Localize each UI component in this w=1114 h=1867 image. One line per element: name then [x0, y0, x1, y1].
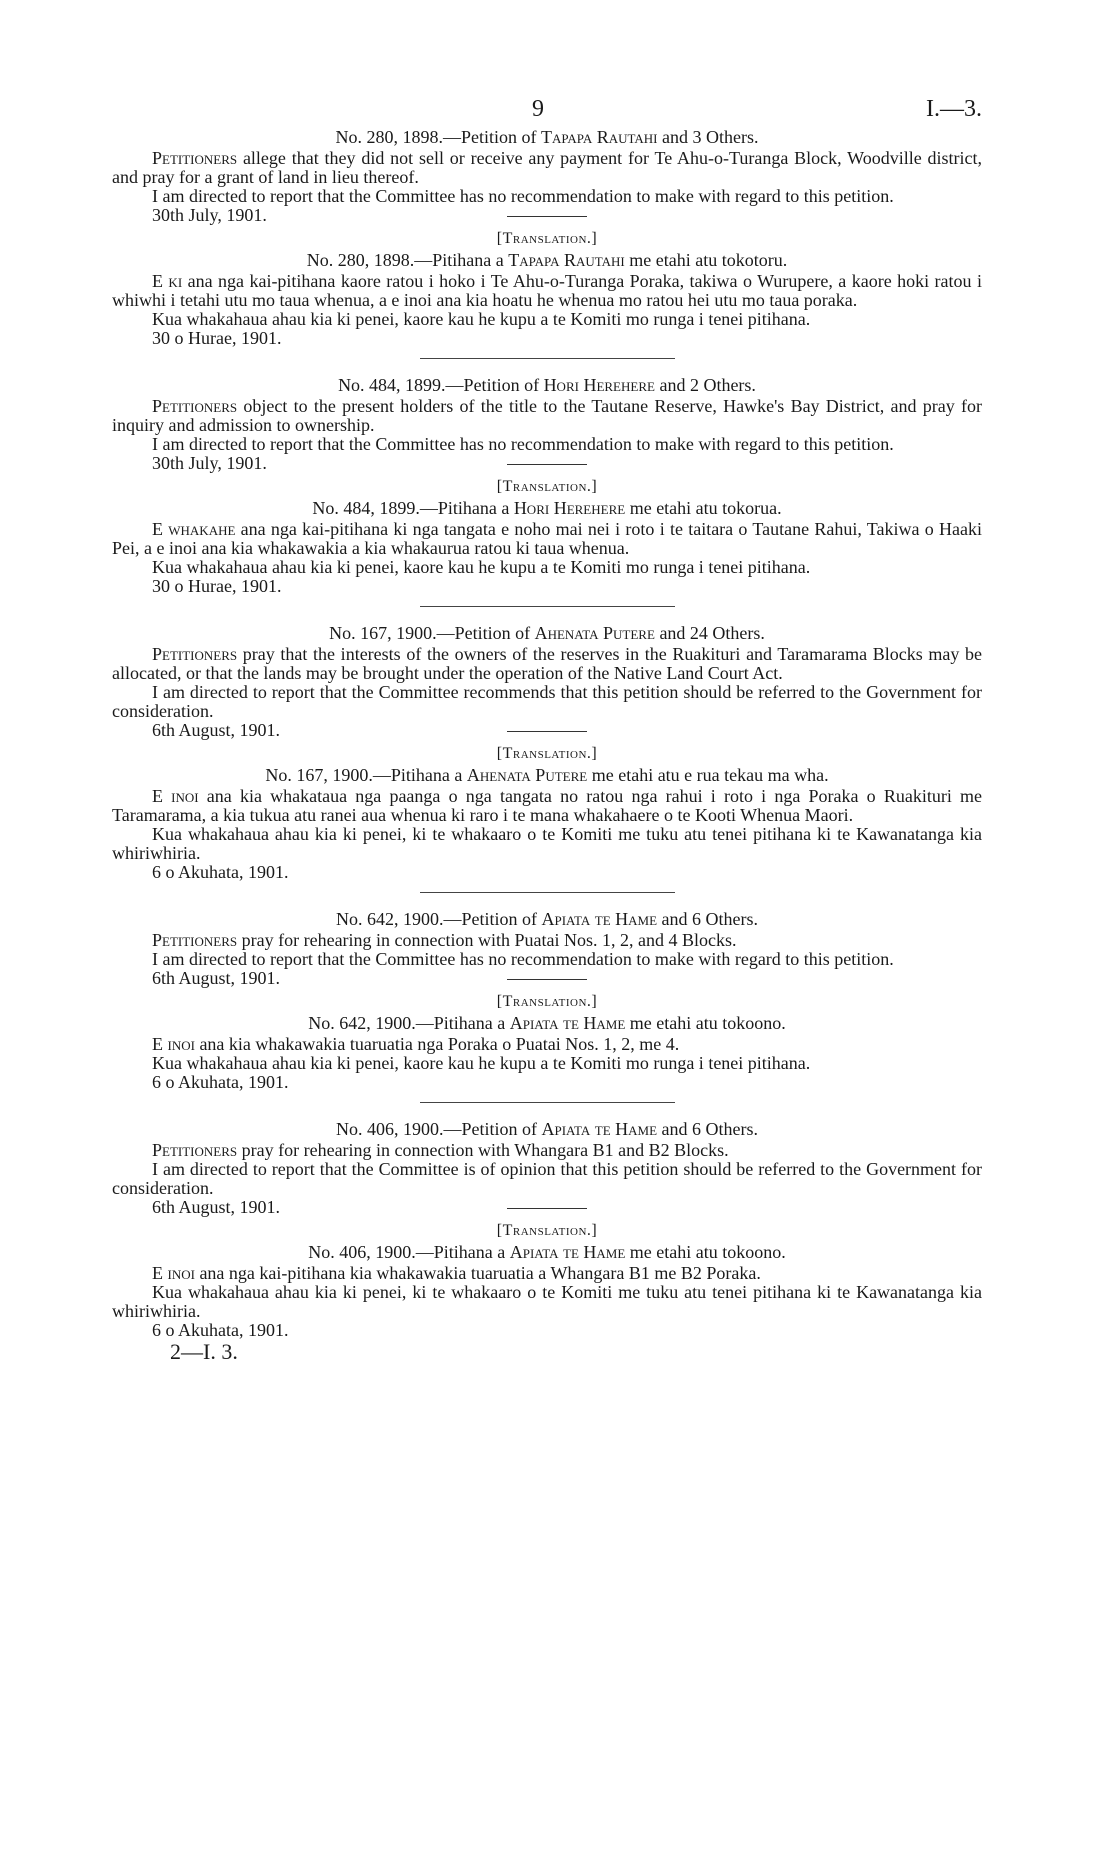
report: I am directed to report that the Committee is of opinion that this petition should be referred to the Government for consideration.: [112, 1159, 982, 1198]
petition-heading: [112, 1120, 982, 1139]
body: pray for rehearing in connection with Whangara B1 and B2 Blocks.: [237, 1140, 729, 1160]
petition-summary: [112, 931, 982, 950]
body: pray that the interests of the owners of the reserves in the Ruakituri and Taramarama Blocks may be allocated, or that the lands may be brought under the operation of the Native Land Court Act.: [112, 644, 982, 683]
t-heading-suffix: me etahi atu tokoono.: [625, 1242, 786, 1262]
translation-label: [112, 477, 982, 496]
t-lead: E inoi: [152, 1034, 195, 1054]
t-heading-prefix: No. 484, 1899.—Pitihana a: [312, 498, 514, 518]
t-heading-suffix: me etahi atu tokoono.: [625, 1013, 786, 1033]
t-heading-name: Apiata te Hame: [509, 1242, 626, 1262]
body: object to the present holders of the title to the Tautane Reserve, Hawke's Bay District, and pray for inquiry and admission to ownership.: [112, 396, 982, 435]
section-divider: [420, 892, 675, 893]
t-heading-name: Apiata te Hame: [509, 1013, 626, 1033]
heading-prefix: No. 406, 1900.—Petition of: [335, 1119, 542, 1139]
document-reference: I.—3.: [926, 96, 982, 122]
lead: Petitioners: [152, 644, 238, 664]
t-report: Kua whakahaua ahau kia ki penei, ki te whakaaro o te Komiti me tuku atu tenei pitihana ki te Kawanatanga kia whiriwhiria.: [112, 1282, 982, 1321]
petitioner-name: Ahenata Putere: [534, 623, 655, 643]
page-number: 9: [532, 96, 544, 122]
t-lead: E inoi: [152, 786, 199, 806]
t-report: Kua whakahaua ahau kia ki penei, kaore kau he kupu a te Komiti mo runga i tenei pitihana.: [152, 1053, 811, 1073]
heading-suffix: and 6 Others.: [657, 1119, 759, 1139]
lead: Petitioners: [152, 1140, 238, 1160]
translation-summary: [112, 1264, 982, 1283]
t-heading-name: Tapapa Rautahi: [508, 250, 625, 270]
t-heading-prefix: No. 642, 1900.—Pitihana a: [308, 1013, 510, 1033]
translation-label: [Translation.]: [496, 993, 598, 1010]
translation-summary: [112, 787, 982, 825]
translation-report: [112, 558, 982, 577]
translation-heading: [112, 1243, 982, 1262]
translation-report: [112, 825, 982, 863]
petition-section: [112, 624, 982, 893]
petition-heading: [112, 376, 982, 395]
t-report: Kua whakahaua ahau kia ki penei, ki te whakaaro o te Komiti me tuku atu tenei pitihana ki te Kawanatanga kia whiriwhiria.: [112, 824, 982, 863]
heading-prefix: No. 280, 1898.—Petition of: [335, 127, 541, 147]
heading-suffix: and 2 Others.: [654, 375, 756, 395]
petition-summary: [112, 645, 982, 683]
t-heading-name: Hori Herehere: [513, 498, 626, 518]
t-date: 30 o Hurae, 1901.: [152, 576, 282, 596]
report-date: [112, 969, 982, 988]
t-heading-prefix: No. 280, 1898.—Pitihana a: [306, 250, 509, 270]
t-body: ana nga kai-pitihana kia whakawakia tuaruatia a Whangara B1 me B2 Poraka.: [194, 1263, 761, 1283]
translation-label: [112, 744, 982, 763]
petition-section: [112, 128, 982, 359]
date: 30th July, 1901.: [152, 453, 267, 473]
petitioner-name: Hori Herehere: [543, 375, 655, 395]
heading-prefix: No. 642, 1900.—Petition of: [335, 909, 542, 929]
translation-heading: [112, 1014, 982, 1033]
committee-report: [112, 683, 982, 721]
page-signature: 2—I. 3.: [170, 1339, 238, 1364]
date: 6th August, 1901.: [152, 1197, 281, 1217]
short-rule: [507, 464, 587, 465]
translation-date: [112, 329, 982, 348]
petition-summary: [112, 1141, 982, 1160]
lead: Petitioners: [152, 148, 238, 168]
t-body: ana kia whakawakia tuaruatia nga Poraka o Puatai Nos. 1, 2, me 4.: [194, 1034, 680, 1054]
t-lead: E inoi: [152, 1263, 195, 1283]
heading-prefix: No. 167, 1900.—Petition of: [329, 623, 535, 643]
t-report: Kua whakahaua ahau kia ki penei, kaore kau he kupu a te Komiti mo runga i tenei pitihana.: [152, 557, 811, 577]
petition-heading: [112, 624, 982, 643]
translation-report: [112, 1283, 982, 1321]
translation-label: [112, 992, 982, 1011]
committee-report: [112, 950, 982, 969]
heading-suffix: and 3 Others.: [657, 127, 759, 147]
petitioner-name: Apiata te Hame: [541, 1119, 658, 1139]
translation-label: [Translation.]: [496, 478, 598, 495]
t-lead: E ki: [152, 271, 183, 291]
t-report: Kua whakahaua ahau kia ki penei, kaore kau he kupu a te Komiti mo runga i tenei pitihana.: [152, 309, 811, 329]
short-rule: [507, 1208, 587, 1209]
date: 6th August, 1901.: [152, 720, 281, 740]
translation-heading: [112, 251, 982, 270]
t-lead: E whakahe: [152, 519, 236, 539]
body: pray for rehearing in connection with Puatai Nos. 1, 2, and 4 Blocks.: [237, 930, 737, 950]
petition-heading: [112, 910, 982, 929]
short-rule: [507, 216, 587, 217]
t-heading-suffix: me etahi atu tokotoru.: [624, 250, 788, 270]
heading-suffix: and 6 Others.: [657, 909, 759, 929]
petitioner-name: Tapapa Rautahi: [540, 127, 658, 147]
page-header: [112, 0, 982, 128]
translation-date: [112, 1321, 982, 1340]
translation-label: [Translation.]: [496, 1222, 598, 1239]
t-date: 30 o Hurae, 1901.: [152, 328, 282, 348]
date: 30th July, 1901.: [152, 205, 267, 225]
petition-section: [112, 910, 982, 1103]
translation-label: [112, 1221, 982, 1240]
lead: Petitioners: [152, 930, 238, 950]
heading-suffix: and 24 Others.: [654, 623, 765, 643]
t-body: ana kia whakataua nga paanga o nga tangata no ratou nga rahui i roto i nga Poraka o Ruakituri me Taramarama, a kia tukua atu ranei aua whenua ki raro i te mana whakahaere o te Kooti Whenua Maori.: [112, 786, 982, 825]
report-date: [112, 1198, 982, 1217]
section-divider: [420, 606, 675, 607]
translation-date: [112, 1073, 982, 1092]
committee-report: [112, 435, 982, 454]
translation-heading: [112, 766, 982, 785]
t-date: 6 o Akuhata, 1901.: [152, 1072, 289, 1092]
t-date: 6 o Akuhata, 1901.: [152, 1320, 289, 1340]
translation-label: [Translation.]: [496, 230, 598, 247]
petition-heading: [112, 128, 982, 147]
committee-report: [112, 187, 982, 206]
lead: Petitioners: [152, 396, 238, 416]
report-date: [112, 721, 982, 740]
t-body: ana nga kai-pitihana ki nga tangata e noho mai nei i roto i te taitara o Tautane Rahui, Takiwa o Haaki Pei, a e inoi ana kia whakawakia a kia whakaurua ratou ki taua whenua.: [112, 519, 982, 558]
petition-summary: [112, 149, 982, 187]
section-divider: [420, 1102, 675, 1103]
short-rule: [507, 979, 587, 980]
translation-report: [112, 310, 982, 329]
t-heading-suffix: me etahi atu e rua tekau ma wha.: [587, 765, 829, 785]
report-date: [112, 206, 982, 225]
translation-label: [Translation.]: [496, 745, 598, 762]
short-rule: [507, 731, 587, 732]
petition-summary: [112, 397, 982, 435]
petition-section: [112, 376, 982, 607]
t-heading-name: Ahenata Putere: [466, 765, 588, 785]
translation-report: [112, 1054, 982, 1073]
translation-heading: [112, 499, 982, 518]
section-divider: [420, 358, 675, 359]
t-heading-prefix: No. 406, 1900.—Pitihana a: [308, 1242, 510, 1262]
t-body: ana nga kai-pitihana kaore ratou i hoko i Te Ahu-o-Turanga Poraka, takiwa o Wurupere, a kaore hoki ratou i whiwhi i tetahi utu mo taua whenua, a e inoi ana kia hoatu he whenua mo ratou hei utu mo taua poraka.: [112, 271, 982, 310]
t-heading-suffix: me etahi atu tokorua.: [625, 498, 782, 518]
translation-label: [112, 229, 982, 248]
heading-prefix: No. 484, 1899.—Petition of: [338, 375, 544, 395]
report: I am directed to report that the Committee has no recommendation to make with regard to this petition.: [152, 949, 894, 969]
document-page: [112, 0, 982, 1364]
petition-section: [112, 1120, 982, 1340]
report-date: [112, 454, 982, 473]
translation-summary: [112, 520, 982, 558]
report: I am directed to report that the Committee has no recommendation to make with regard to this petition.: [152, 434, 894, 454]
translation-date: [112, 863, 982, 882]
petition-list: [112, 128, 982, 1340]
date: 6th August, 1901.: [152, 968, 281, 988]
report: I am directed to report that the Committee recommends that this petition should be referred to the Government for consideration.: [112, 682, 982, 721]
report: I am directed to report that the Committee has no recommendation to make with regard to this petition.: [152, 186, 894, 206]
petitioner-name: Apiata te Hame: [541, 909, 658, 929]
translation-date: [112, 577, 982, 596]
translation-summary: [112, 272, 982, 310]
body: allege that they did not sell or receive any payment for Te Ahu-o-Turanga Block, Woodville district, and pray for a grant of land in lieu thereof.: [112, 148, 982, 187]
t-heading-prefix: No. 167, 1900.—Pitihana a: [265, 765, 467, 785]
translation-summary: [112, 1035, 982, 1054]
t-date: 6 o Akuhata, 1901.: [152, 862, 289, 882]
committee-report: [112, 1160, 982, 1198]
